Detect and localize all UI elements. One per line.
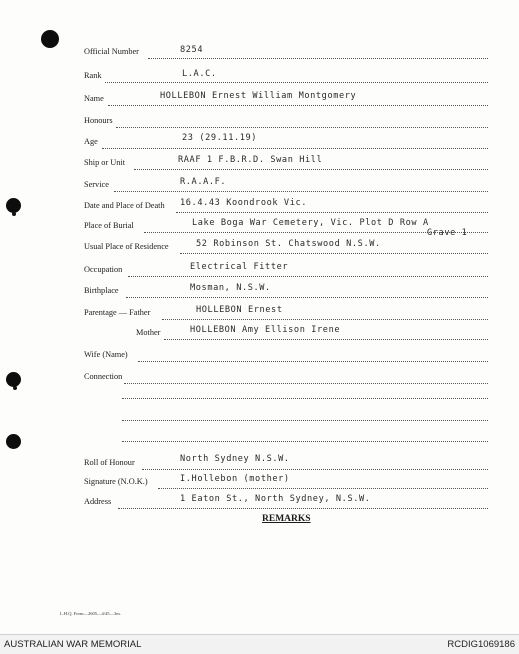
- label-honours: Honours: [84, 116, 113, 125]
- label-date-place-of-death: Date and Place of Death: [84, 201, 165, 210]
- label-address: Address: [84, 497, 112, 506]
- field-line: [126, 296, 488, 298]
- archive-id: RCDIG1069186: [447, 639, 515, 650]
- field-line: [148, 57, 488, 59]
- punch-hole: [41, 30, 59, 48]
- label-occupation: Occupation: [84, 265, 123, 274]
- value-place-of-burial-grave: Grave 1: [427, 228, 468, 238]
- punch-hole: [6, 198, 21, 213]
- label-connection: Connection: [84, 372, 123, 381]
- field-line: [105, 81, 488, 83]
- connection-line: [122, 397, 488, 399]
- field-line: [124, 382, 488, 384]
- label-service: Service: [84, 180, 109, 189]
- field-line: [134, 168, 488, 170]
- label-name: Name: [84, 94, 104, 103]
- value-service: R.A.A.F.: [180, 177, 227, 187]
- label-wife: Wife (Name): [84, 350, 128, 359]
- field-line: [114, 190, 488, 192]
- label-signature: Signature (N.O.K.): [84, 477, 148, 486]
- value-date-place-of-death: 16.4.43 Koondrook Vic.: [180, 198, 308, 208]
- field-line: [118, 507, 488, 509]
- field-line: [176, 211, 488, 213]
- field-line: [102, 147, 488, 149]
- label-rank: Rank: [84, 71, 102, 80]
- value-usual-residence: 52 Robinson St. Chatswood N.S.W.: [196, 239, 381, 249]
- value-roll-of-honour: North Sydney N.S.W.: [180, 454, 290, 464]
- form-code: L.H.Q. Form—2605—4/45—3m.: [60, 611, 121, 616]
- connection-line: [122, 440, 488, 442]
- value-ship-or-unit: RAAF 1 F.B.R.D. Swan Hill: [178, 155, 323, 165]
- archive-footer: [0, 634, 519, 654]
- field-line: [128, 275, 488, 277]
- value-age: 23 (29.11.19): [182, 133, 258, 143]
- value-address: 1 Eaton St., North Sydney, N.S.W.: [180, 494, 371, 504]
- label-ship-or-unit: Ship or Unit: [84, 158, 126, 167]
- field-line: [138, 360, 488, 362]
- label-official-number: Official Number: [84, 47, 139, 56]
- label-birthplace: Birthplace: [84, 286, 119, 295]
- label-roll-of-honour: Roll of Honour: [84, 458, 135, 467]
- field-line: [142, 468, 488, 470]
- ink-speck: [12, 212, 16, 216]
- value-father: HOLLEBON Ernest: [196, 305, 283, 315]
- value-place-of-burial: Lake Boga War Cemetery, Vic. Plot D Row A: [192, 218, 429, 228]
- field-line: [158, 487, 488, 489]
- connection-line: [122, 419, 488, 421]
- label-father: Parentage — Father: [84, 308, 151, 317]
- remarks-heading: REMARKS: [262, 514, 311, 524]
- value-signature: I.Hollebon (mother): [180, 474, 290, 484]
- value-occupation: Electrical Fitter: [190, 262, 289, 272]
- field-line: [180, 252, 488, 254]
- label-mother: Mother: [136, 328, 161, 337]
- label-place-of-burial: Place of Burial: [84, 221, 134, 230]
- value-mother: HOLLEBON Amy Ellison Irene: [190, 325, 341, 335]
- ink-speck: [13, 386, 17, 390]
- punch-hole: [6, 372, 21, 387]
- field-line: [164, 338, 488, 340]
- value-name: HOLLEBON Ernest William Montgomery: [160, 91, 357, 101]
- label-usual-residence: Usual Place of Residence: [84, 242, 169, 251]
- archive-name: AUSTRALIAN WAR MEMORIAL: [4, 639, 142, 650]
- value-rank: L.A.C.: [182, 69, 217, 79]
- punch-hole: [6, 434, 21, 449]
- field-line: [162, 318, 488, 320]
- field-line: [108, 104, 488, 106]
- field-line: [116, 126, 488, 128]
- label-age: Age: [84, 137, 98, 146]
- value-official-number: 8254: [180, 45, 204, 55]
- value-birthplace: Mosman, N.S.W.: [190, 283, 271, 293]
